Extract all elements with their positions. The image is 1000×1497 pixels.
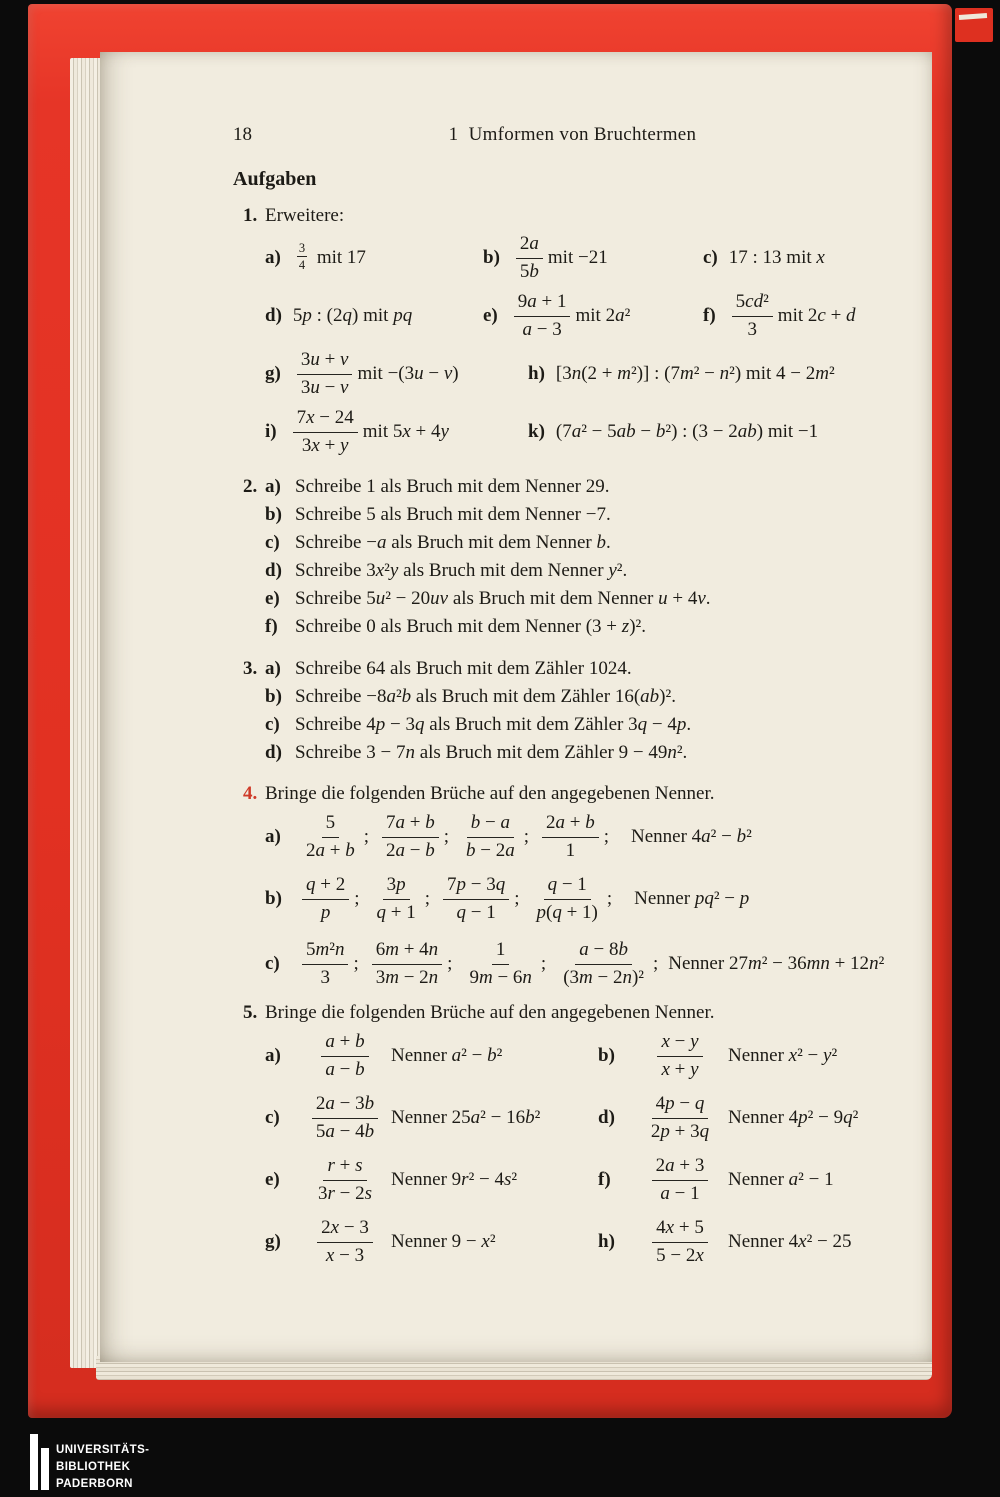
exercise-2-number: 2. xyxy=(243,476,258,497)
math-expression: $\frac{\text{5m²n}}{3}$ ; $\frac{6m + 4n}{3m - 2n}$ ; $\frac{1}{9m - 6n}$ ; $\frac{a - 8b}{\text{(3m − 2n)²}}$ ; Nenner 27m² − 36mn + 12n² xyxy=(297,939,884,989)
exercise-5-row-2 xyxy=(243,1087,912,1149)
exercise-5-item-f xyxy=(598,1155,834,1205)
item-label: b) xyxy=(265,504,282,525)
exercise-5 xyxy=(233,1001,912,1273)
exercise-1 xyxy=(233,203,912,461)
exercise-3-item-b xyxy=(243,683,912,711)
item-label: d) xyxy=(265,560,282,581)
page-stack-left-edge xyxy=(70,58,102,1368)
exercise-5-item-d xyxy=(598,1093,858,1143)
exercise-2-item-b xyxy=(243,501,912,529)
exercise-1-item-i xyxy=(265,407,528,457)
target-denominator: Nenner 9r² − 4s² xyxy=(391,1169,518,1190)
target-denominator: Nenner 9 − x² xyxy=(391,1231,496,1252)
item-label: c) xyxy=(265,1107,280,1128)
library-name-line-1: UNIVERSITÄTS- xyxy=(56,1444,150,1456)
exercise-5-item-e xyxy=(265,1155,598,1205)
math-expression: $\frac{3u + v}{3u - v}$ mit −(3u − v) xyxy=(292,349,459,399)
target-denominator: Nenner 4p² − 9q² xyxy=(728,1107,859,1128)
item-label: f) xyxy=(265,616,278,637)
fraction: $\frac{2a - 3b}{5a - 4b}$ xyxy=(299,1093,391,1143)
exercise-5-item-b xyxy=(598,1031,837,1081)
math-expression: Schreibe −a als Bruch mit dem Nenner b . xyxy=(295,532,611,553)
exercise-1-item-a xyxy=(265,240,483,273)
exercise-4-item-b xyxy=(243,867,912,931)
exercise-5-item-a xyxy=(265,1031,598,1081)
item-label: a) xyxy=(265,247,281,268)
item-label: h) xyxy=(528,363,545,384)
exercise-2-item-f xyxy=(243,613,912,641)
item-label: d) xyxy=(598,1107,615,1128)
fraction: $\frac{x - y}{x + y}$ xyxy=(632,1031,728,1081)
library-name xyxy=(56,1442,149,1493)
item-label: a) xyxy=(265,1045,281,1066)
fraction: $\frac{r + s}{3r - 2s}$ xyxy=(317,1155,373,1204)
item-label: g) xyxy=(265,363,281,384)
item-label: b) xyxy=(483,247,500,268)
logo-bar xyxy=(41,1448,49,1490)
fraction: $\frac{a + b}{a - b}$ xyxy=(299,1031,391,1081)
item-label: a) xyxy=(265,476,281,497)
exercise-3 xyxy=(233,655,912,767)
item-label: h) xyxy=(598,1231,615,1252)
item-label: c) xyxy=(265,953,280,974)
math-expression: Schreibe 3x²y als Bruch mit dem Nenner y² . xyxy=(295,560,628,581)
math-expression: Schreibe 1 als Bruch mit dem Nenner 29. xyxy=(295,476,610,497)
exercise-3-number: 3. xyxy=(243,658,258,679)
math-expression: $\frac{7x - 24}{3x + y}$ mit 5x + 4y xyxy=(288,407,449,457)
target-denominator: Nenner 4x² − 25 xyxy=(728,1231,852,1252)
exercise-2-item-c xyxy=(243,529,912,557)
math-expression: 17 : 13 mit x xyxy=(728,247,825,268)
item-label: a) xyxy=(265,826,281,847)
math-expression: Schreibe 5 als Bruch mit dem Nenner −7. xyxy=(295,504,611,525)
item-label: c) xyxy=(265,532,280,553)
item-label: g) xyxy=(265,1231,281,1252)
item-label: b) xyxy=(265,888,282,909)
target-denominator: Nenner x² − y² xyxy=(728,1045,838,1066)
exercise-3-item-a xyxy=(243,655,912,683)
exercise-5-number: 5. xyxy=(243,1002,258,1023)
exercise-1-item-c xyxy=(703,247,825,269)
page-number: 18 xyxy=(233,124,252,145)
item-label: d) xyxy=(265,305,282,326)
item-label: f) xyxy=(703,305,716,326)
math-expression: Schreibe 0 als Bruch mit dem Nenner (3 + z)² . xyxy=(295,616,646,637)
math-expression: $\frac{q + 2}{p}$ ; $\frac{3p}{q + 1}$ ; $\frac{7p - 3q}{q - 1}$ ; $\frac{q - 1}{p(q + 1)}$ ; Nenner pq² − p xyxy=(297,874,749,924)
exercise-1-row-1 xyxy=(243,229,912,287)
item-label: e) xyxy=(483,305,498,326)
item-label: i) xyxy=(265,421,277,442)
library-name-line-3: PADERBORN xyxy=(56,1478,133,1490)
exercise-1-item-k xyxy=(528,421,818,443)
exercise-4 xyxy=(233,781,912,997)
section-heading: Aufgaben xyxy=(233,168,317,190)
item-label: d) xyxy=(265,742,282,763)
item-label: f) xyxy=(598,1169,611,1190)
exercise-2 xyxy=(233,473,912,641)
fraction: $\frac{2x - 3}{x - 3}$ xyxy=(299,1217,391,1267)
item-label: b) xyxy=(598,1045,615,1066)
item-label: k) xyxy=(528,421,545,442)
book-page xyxy=(100,52,932,1362)
exercise-1-number: 1. xyxy=(243,205,258,226)
exercise-5-head xyxy=(243,1001,912,1025)
logo-bar xyxy=(30,1434,38,1490)
exercise-1-item-d xyxy=(265,305,483,327)
page-header xyxy=(233,124,912,150)
item-label: b) xyxy=(265,686,282,707)
target-denominator: Nenner 25a² − 16b² xyxy=(391,1107,541,1128)
library-name-line-2: BIBLIOTHEK xyxy=(56,1461,131,1473)
math-expression: $\frac{2a}{5b}$ mit −21 xyxy=(511,233,608,283)
library-watermark xyxy=(30,1434,149,1493)
math-expression: Schreibe 3 − 7n als Bruch mit dem Zähler 9 − 49n² . xyxy=(295,742,688,763)
target-denominator: Nenner a² − 1 xyxy=(728,1169,834,1190)
item-label: e) xyxy=(265,588,280,609)
math-expression: 5p : (2q) mit pq xyxy=(292,305,413,326)
fraction: $\frac{2a + 3}{a - 1}$ xyxy=(632,1155,728,1205)
library-logo xyxy=(30,1434,49,1490)
fraction: $\frac{4p - q}{2p + 3q}$ xyxy=(650,1093,710,1142)
exercise-4-item-a xyxy=(243,807,912,867)
math-expression: $\frac{3}{4}$ mit 17 xyxy=(298,240,366,272)
math-expression: Schreibe 5u² − 20uv als Bruch mit dem Nenner u + 4v . xyxy=(295,588,711,609)
item-label: c) xyxy=(703,247,718,268)
exercise-2-item-a xyxy=(243,473,912,501)
math-expression: Schreibe −8a²b als Bruch mit dem Zähler 16(ab)² . xyxy=(295,686,676,707)
math-expression: $\frac{9a + 1}{a - 3}$ mit 2a² xyxy=(509,291,631,341)
exercise-4-intro: Bringe die folgenden Brüche auf den angegebenen Nenner. xyxy=(265,783,715,804)
exercise-5-item-g xyxy=(265,1217,598,1267)
exercise-5-intro: Bringe die folgenden Brüche auf den angegebenen Nenner. xyxy=(265,1002,715,1023)
math-expression: [3n(2 + m²)] : (7m² − n²) mit 4 − 2m² xyxy=(555,363,835,384)
exercise-3-item-c xyxy=(243,711,912,739)
exercise-5-row-3 xyxy=(243,1149,912,1211)
math-expression: (7a² − 5ab − b²) : (3 − 2ab) mit −1 xyxy=(555,421,819,442)
exercise-3-item-d xyxy=(243,739,912,767)
exercise-1-row-3 xyxy=(243,345,912,403)
exercise-4-head xyxy=(243,781,912,807)
exercise-4-item-c xyxy=(243,931,912,997)
exercise-1-item-f xyxy=(703,291,856,341)
item-label: a) xyxy=(265,658,281,679)
exercise-1-item-e xyxy=(483,291,703,341)
fraction: $\frac{4x + 5}{5 - 2x}$ xyxy=(632,1217,728,1267)
math-expression: $\frac{\text{5cd²}}{3}$ mit 2c + d xyxy=(727,291,856,341)
exercise-1-item-h xyxy=(528,363,835,385)
exercise-1-item-g xyxy=(265,349,528,399)
item-label: e) xyxy=(265,1169,280,1190)
exercise-1-row-2 xyxy=(243,287,912,345)
exercise-1-item-b xyxy=(483,233,703,283)
exercise-4-number: 4. xyxy=(243,783,258,804)
exercise-2-item-d xyxy=(243,557,912,585)
math-expression: $\frac{5}{2a + b}$ ; $\frac{7a + b}{2a - b}$ ; $\frac{b - a}{b - 2a}$ ; $\frac{2a + b}{1}$ ; Nenner 4a² − b² xyxy=(306,812,752,861)
running-header: 1 Umformen von Bruchtermen xyxy=(448,124,697,145)
exercise-1-head xyxy=(243,203,912,229)
exercise-2-item-e xyxy=(243,585,912,613)
exercise-5-row-4 xyxy=(243,1211,912,1273)
exercise-5-row-1 xyxy=(243,1025,912,1087)
target-denominator: Nenner a² − b² xyxy=(391,1045,503,1066)
item-label: c) xyxy=(265,714,280,735)
exercise-1-title: Erweitere: xyxy=(265,205,345,226)
exercise-5-item-c xyxy=(265,1093,598,1143)
math-expression: Schreibe 64 als Bruch mit dem Zähler 1024. xyxy=(295,658,632,679)
exercise-5-item-h xyxy=(598,1217,852,1267)
exercise-1-row-4 xyxy=(243,403,912,461)
math-expression: Schreibe 4p − 3q als Bruch mit dem Zähler 3q − 4p . xyxy=(295,714,692,735)
